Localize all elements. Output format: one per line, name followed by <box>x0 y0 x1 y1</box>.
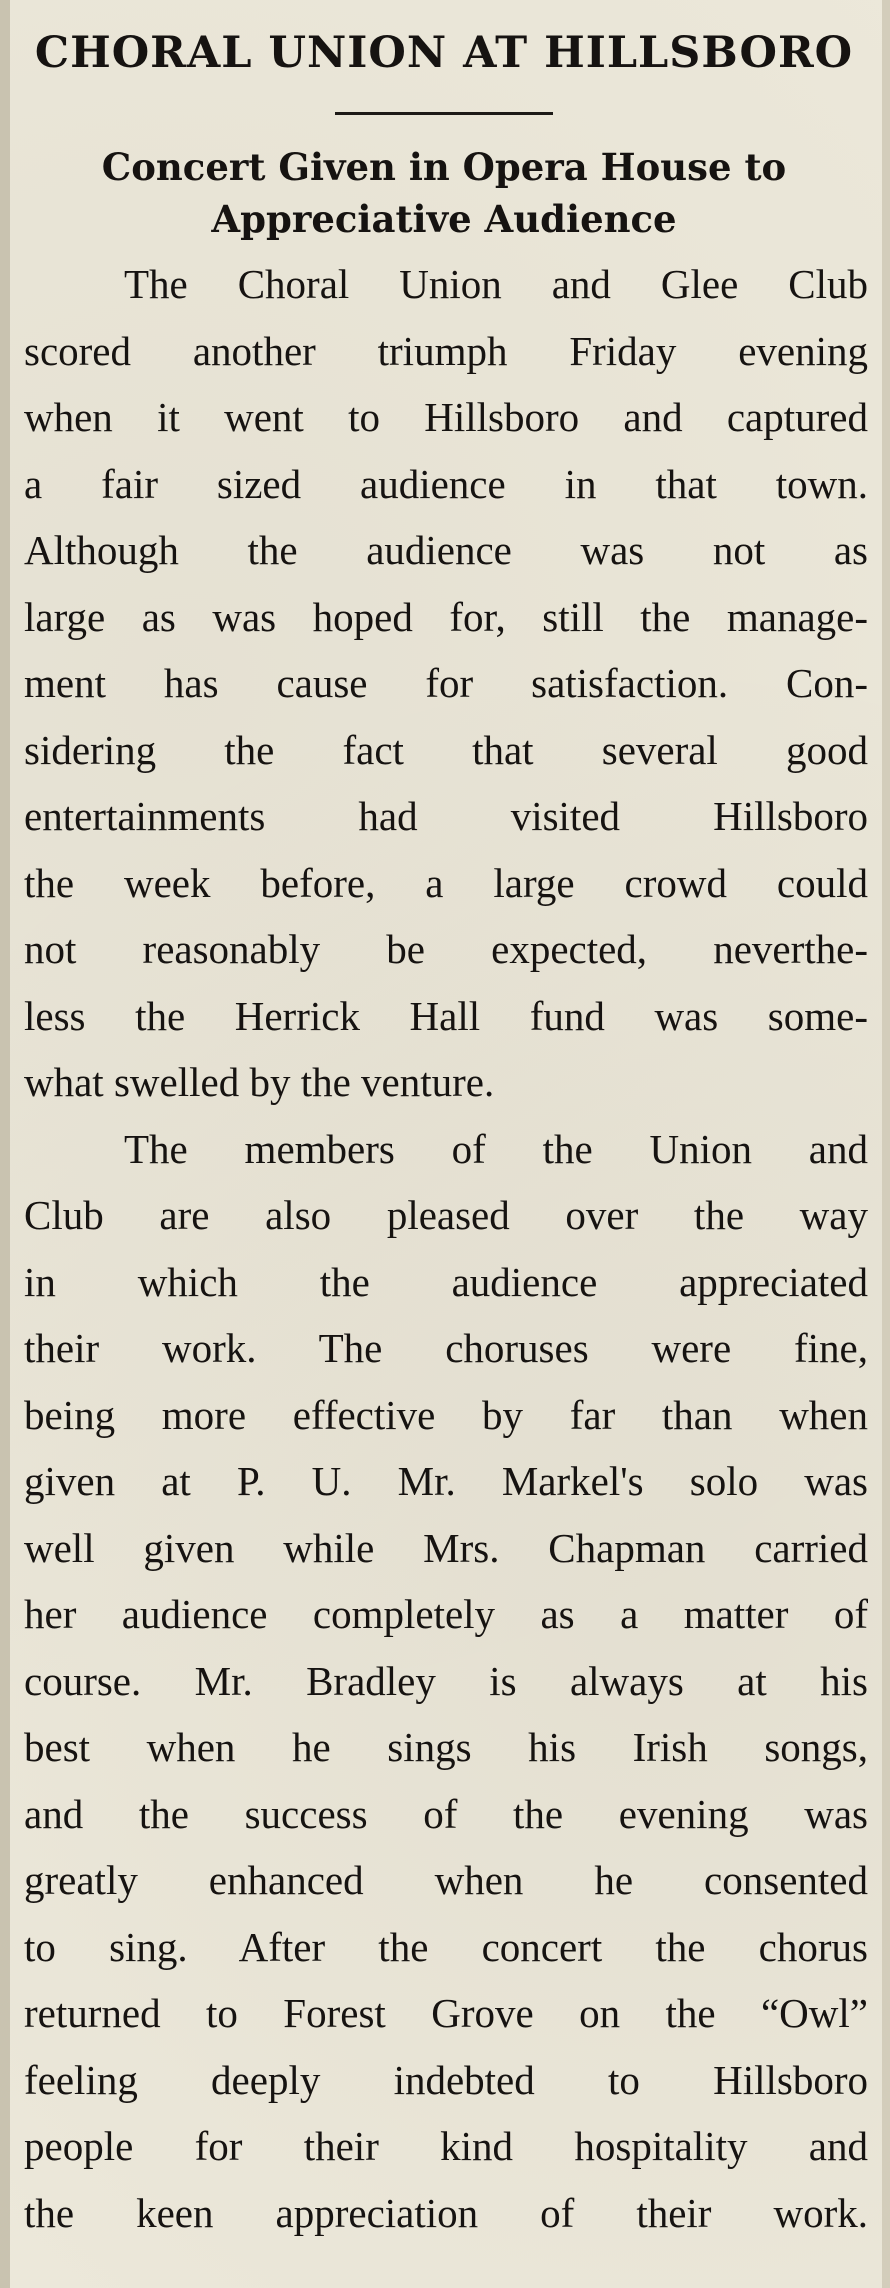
text-line: well given while Mrs. Chapman carried <box>24 1524 868 1571</box>
text-line: The members of the Union and <box>124 1125 868 1172</box>
text-line: and the success of the evening was <box>24 1790 868 1837</box>
text-line: given at P. U. Mr. Markel's solo was <box>24 1458 868 1504</box>
text-line: Although the audience was not as <box>24 527 868 573</box>
text-line: when it went to Hillsboro and captured <box>24 394 868 440</box>
paragraph-2 <box>24 1116 868 2247</box>
text-line: returned to Forest Grove on the “Owl” <box>24 1990 868 2036</box>
text-line: what swelled by the venture. <box>24 1059 495 1105</box>
text-line: her audience completely as a matter of <box>24 1591 868 1637</box>
text-line: best when he sings his Irish songs, <box>24 1724 868 1770</box>
text-line: scored another triumph Friday evening <box>24 327 868 374</box>
headline: CHORAL UNION AT HILLSBORO <box>34 28 854 78</box>
text-line: Club are also pleased over the way <box>24 1192 868 1238</box>
text-line: large as was hoped for, still the manage- <box>24 593 868 640</box>
article-body <box>14 251 874 2246</box>
text-line: The Choral Union and Glee Club <box>124 261 868 307</box>
text-line: entertainments had visited Hillsboro <box>24 793 868 839</box>
text-line: the keen appreciation of their work. <box>24 2189 868 2236</box>
subheadline <box>14 141 874 245</box>
text-line: less the Herrick Hall fund was some- <box>24 992 868 1039</box>
text-line: people for their kind hospitality and <box>24 2123 868 2169</box>
text-line: ment has cause for satisfaction. Con- <box>24 660 868 706</box>
text-line: sidering the fact that several good <box>24 726 868 773</box>
text-line: the week before, a large crowd could <box>24 859 868 906</box>
text-line: being more effective by far than when <box>24 1391 868 1438</box>
text-line: their work. The choruses were fine, <box>24 1325 868 1371</box>
text-line: feeling deeply indebted to Hillsboro <box>24 2056 868 2103</box>
text-line: in which the audience appreciated <box>24 1258 868 1305</box>
text-line: greatly enhanced when he consented <box>24 1857 868 1903</box>
text-line: course. Mr. Bradley is always at his <box>24 1657 868 1704</box>
subheadline-line-2: Appreciative Audience <box>211 197 677 241</box>
paragraph-1 <box>24 251 868 1116</box>
subheadline-line-1: Concert Given in Opera House to <box>101 145 787 189</box>
text-line: not reasonably be expected, neverthe- <box>24 926 868 972</box>
text-line: a fair sized audience in that town. <box>24 460 868 507</box>
headline-divider <box>335 112 553 115</box>
text-line: to sing. After the concert the chorus <box>24 1923 868 1970</box>
